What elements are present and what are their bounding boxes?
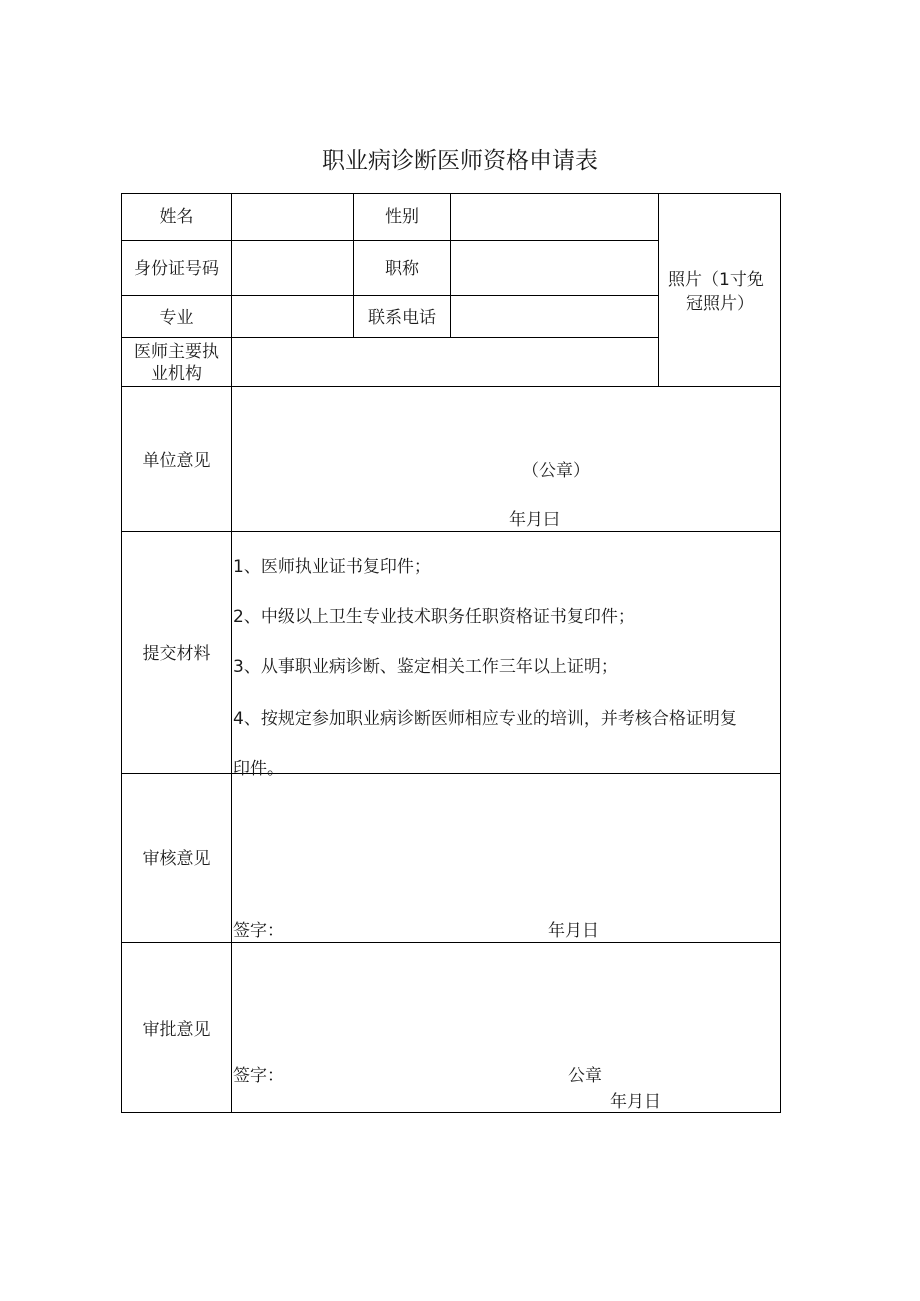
row-divider	[121, 337, 659, 338]
photo-label-line1: 照片（1寸免	[668, 270, 764, 290]
row-divider	[121, 240, 232, 241]
column-divider	[450, 193, 451, 337]
photo-label-line2: 冠照片）	[686, 294, 754, 314]
job-title-label: 职称	[385, 259, 419, 279]
phone-label: 联系电话	[368, 308, 436, 328]
row-divider	[121, 386, 781, 387]
materials-label: 提交材料	[142, 644, 211, 664]
institution-field[interactable]	[233, 339, 657, 385]
institution-label-line2: 业机构	[151, 364, 202, 384]
row-divider	[232, 240, 659, 241]
row-divider	[121, 773, 781, 774]
name-label: 姓名	[159, 207, 194, 227]
review-signature-label: 签字：	[233, 921, 284, 941]
row-divider	[121, 295, 659, 296]
material-item: 3、从事职业病诊断、鉴定相关工作三年以上证明；	[233, 657, 618, 677]
gender-field[interactable]	[452, 194, 657, 239]
unit-seal-text: （公章）	[522, 461, 590, 481]
material-item: 印件。	[233, 759, 284, 779]
major-label: 专业	[159, 308, 194, 328]
job-title-field[interactable]	[452, 242, 657, 294]
id-number-label: 身份证号码	[134, 259, 219, 279]
material-item: 2、中级以上卫生专业技术职务任职资格证书复印件；	[233, 607, 635, 627]
review-date: 年月日	[548, 921, 599, 941]
major-field[interactable]	[233, 297, 352, 336]
material-item: 4、按规定参加职业病诊断医师相应专业的培训，并考核合格证明复	[233, 709, 737, 729]
id-number-field[interactable]	[233, 242, 352, 294]
gender-label: 性别	[385, 207, 419, 227]
institution-label-line1: 医师主要执	[134, 342, 219, 362]
approval-date: 年月日	[610, 1092, 661, 1112]
row-divider	[121, 531, 781, 532]
unit-opinion-label: 单位意见	[142, 451, 211, 471]
approval-seal-text: 公章	[568, 1066, 602, 1086]
material-item: 1、医师执业证书复印件；	[233, 557, 431, 577]
phone-field[interactable]	[452, 297, 657, 336]
review-opinion-label: 审核意见	[142, 849, 211, 869]
approval-signature-label: 签字：	[233, 1066, 284, 1086]
unit-opinion-date: 年月曰	[509, 510, 560, 530]
approval-opinion-label: 审批意见	[142, 1020, 211, 1040]
form-title: 职业病诊断医师资格申请表	[322, 148, 598, 174]
row-divider	[121, 942, 781, 943]
column-divider	[658, 193, 659, 386]
name-field[interactable]	[233, 194, 352, 239]
